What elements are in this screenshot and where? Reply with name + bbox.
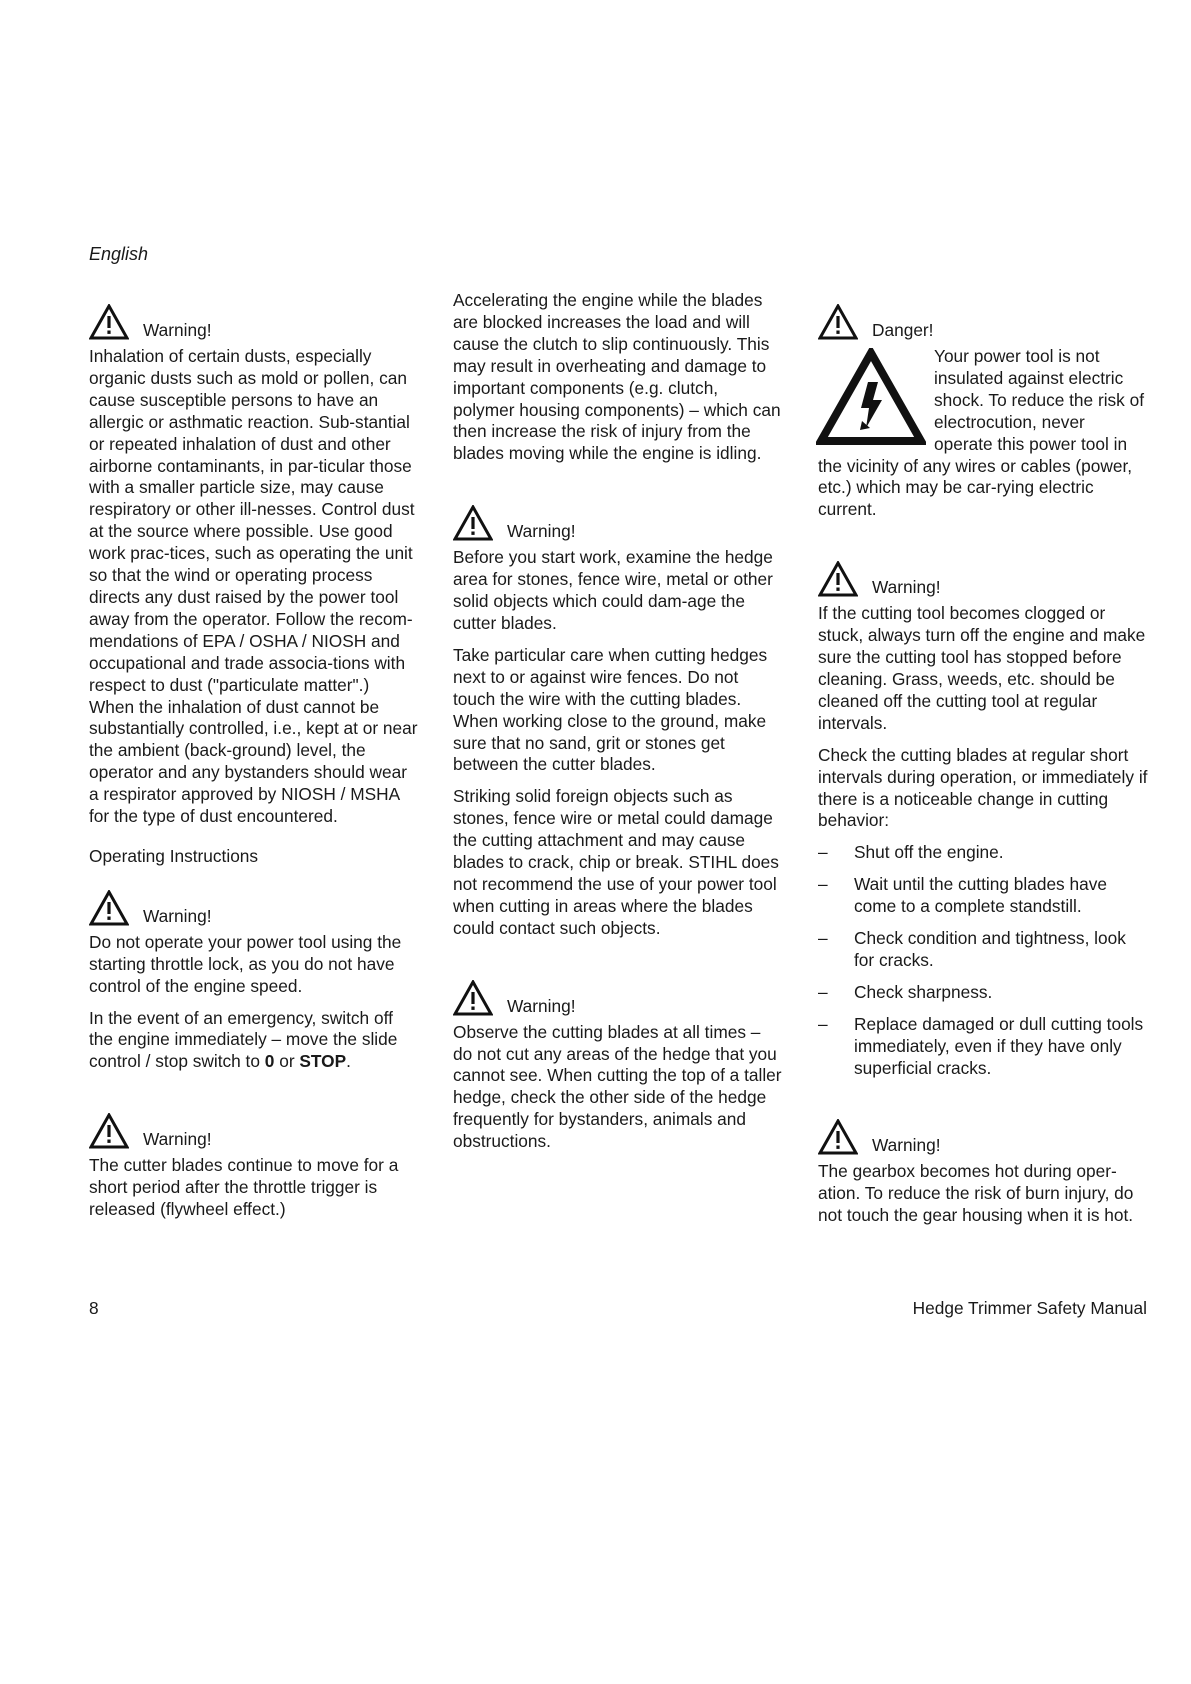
warning-triangle-icon [453, 980, 493, 1016]
warning-text: Observe the cutting blades at all times – do not cut any areas of the hedge that you cannot see. When cutting the top of a taller hedge, check the other side of the hedge frequently for bystanders, animals and obstructions. [453, 1021, 782, 1152]
warning-triangle-icon [453, 505, 493, 541]
electric-shock-hazard-icon [816, 348, 926, 446]
warning-triangle-icon [818, 561, 858, 597]
list-item [818, 982, 1148, 1004]
warning-label: Warning! [872, 1135, 941, 1156]
switch-position-stop: STOP [299, 1051, 347, 1072]
warning-heading [818, 557, 1148, 597]
warning-label: Warning! [872, 577, 941, 598]
warning-triangle-icon [89, 304, 129, 340]
warning-label: Warning! [507, 521, 576, 542]
warning-triangle-icon [89, 1113, 129, 1149]
warning-triangle-icon [89, 890, 129, 926]
warning-text: Inhalation of certain dusts, especially organic dusts such as mold or pollen, can cause susceptible persons to have an allergic or asthmatic reaction. Sub-stantial or repeated inhalation of dust and other airborne contaminants, in par-ticular those with a smaller particle size, may cause respiratory or other ill-nesses. Control dust at the source where possible. Use good work prac-tices, such as operating the unit so that the wind or operating process directs any dust raised by the power tool away from the operator. Follow the recom-mendations of EPA / OSHA / NIOSH and occupational and trade associa-tions with respect to dust ("particulate matter".) When the inhalation of dust cannot be substantially controlled, i.e., kept at or near the ambient (back-ground) level, the operator and any bystanders should wear a respirator approved by NIOSH / MSHA for the type of dust encountered. [89, 346, 418, 827]
warning-triangle-icon [818, 1119, 858, 1155]
list-item-text: Shut off the engine. [854, 842, 1004, 863]
emergency-text-start: In the event of an emergency, switch off the engine immediately – move the slide control / stop switch to [89, 1007, 398, 1072]
danger-text: Your power tool is not insulated against electric shock. To reduce the risk of electrocution, never operate this power tool in the vicinity of any wires or cables (power, etc.) which may be car-rying electric current. [818, 346, 1145, 520]
document-title: Hedge Trimmer Safety Manual [912, 1298, 1147, 1318]
column-3 [818, 300, 1148, 1237]
list-dash: – [818, 842, 828, 863]
list-item [818, 1014, 1148, 1080]
warning-text: The cutter blades continue to move for a short period after the throttle trigger is released (flywheel effect.) [89, 1155, 399, 1220]
warning-label: Warning! [507, 995, 576, 1016]
list-item-text: Check sharpness. [854, 981, 993, 1002]
warning-label: Warning! [143, 905, 212, 926]
warning-text: Do not operate your power tool using the starting throttle lock, as you do not have control of the engine speed. [89, 931, 402, 996]
list-item [818, 874, 1148, 918]
list-item-text: Replace damaged or dull cutting tools immediately, even if they have only superficial cracks. [854, 1013, 1144, 1078]
checklist [818, 842, 1148, 1079]
warning-text: If the cutting tool becomes clogged or stuck, always turn off the engine and make sure the cutting tool has stopped before cleaning. Grass, weeds, etc. should be cleaned off the cutting tool at regular intervals. [818, 603, 1146, 733]
warning-label: Warning! [143, 1129, 212, 1150]
warning-heading [89, 300, 419, 340]
warning-heading [453, 501, 783, 541]
emergency-text-end: . [346, 1051, 351, 1072]
warning-heading [89, 886, 419, 926]
intro-text: Accelerating the engine while the blades are blocked increases the load and will cause the clutch to slip continuously. This may result in overheating and damage to important components (e.g. clutch, polymer housing components) – which can then increase the risk of injury from the blades moving while the engine is idling. [453, 290, 781, 464]
column-2 [453, 290, 783, 1163]
warning-text: The gearbox becomes hot during oper-ation. To reduce the risk of burn injury, do not touch the gear housing when it is hot. [818, 1161, 1134, 1226]
emergency-text [89, 1008, 419, 1074]
warning-triangle-icon [818, 304, 858, 340]
danger-label: Danger! [872, 320, 934, 340]
danger-block [818, 346, 1148, 521]
warning-text: Striking solid foreign objects such as stones, fence wire or metal could damage the cutting attachment and may cause blades to crack, chip or break. STIHL does not recommend the use of your power tool when cutting in areas where the blades could contact such objects. [453, 786, 779, 938]
list-dash: – [818, 928, 828, 949]
warning-label: Warning! [143, 320, 212, 340]
list-dash: – [818, 1013, 828, 1034]
warning-text: Take particular care when cutting hedges next to or against wire fences. Do not touch the wire with the cutting blades. When working close to the ground, make sure that no sand, grit or stones get between the cutter blades. [453, 644, 768, 775]
warning-text: Check the cutting blades at regular short intervals during operation, or immediately if there is a noticeable change in cutting behavior: [818, 744, 1148, 831]
list-item [818, 928, 1148, 972]
page-number: 8 [89, 1298, 99, 1318]
danger-heading [818, 300, 1148, 340]
section-heading: Operating Instructions [89, 845, 259, 866]
list-dash: – [818, 981, 828, 1002]
warning-heading [89, 1109, 419, 1149]
language-label: English [89, 244, 149, 264]
list-item [818, 842, 1148, 864]
switch-position-zero: 0 [264, 1051, 275, 1072]
column-1 [89, 300, 419, 1231]
list-dash: – [818, 874, 828, 895]
warning-heading [818, 1115, 1148, 1155]
list-item-text: Wait until the cutting blades have come to a complete standstill. [854, 874, 1107, 917]
warning-text: Before you start work, examine the hedge area for stones, fence wire, metal or other solid objects which could dam-age the cutter blades. [453, 547, 773, 633]
warning-heading [453, 976, 783, 1016]
emergency-text-or: or [274, 1051, 300, 1072]
list-item-text: Check condition and tightness, look for cracks. [854, 928, 1126, 970]
